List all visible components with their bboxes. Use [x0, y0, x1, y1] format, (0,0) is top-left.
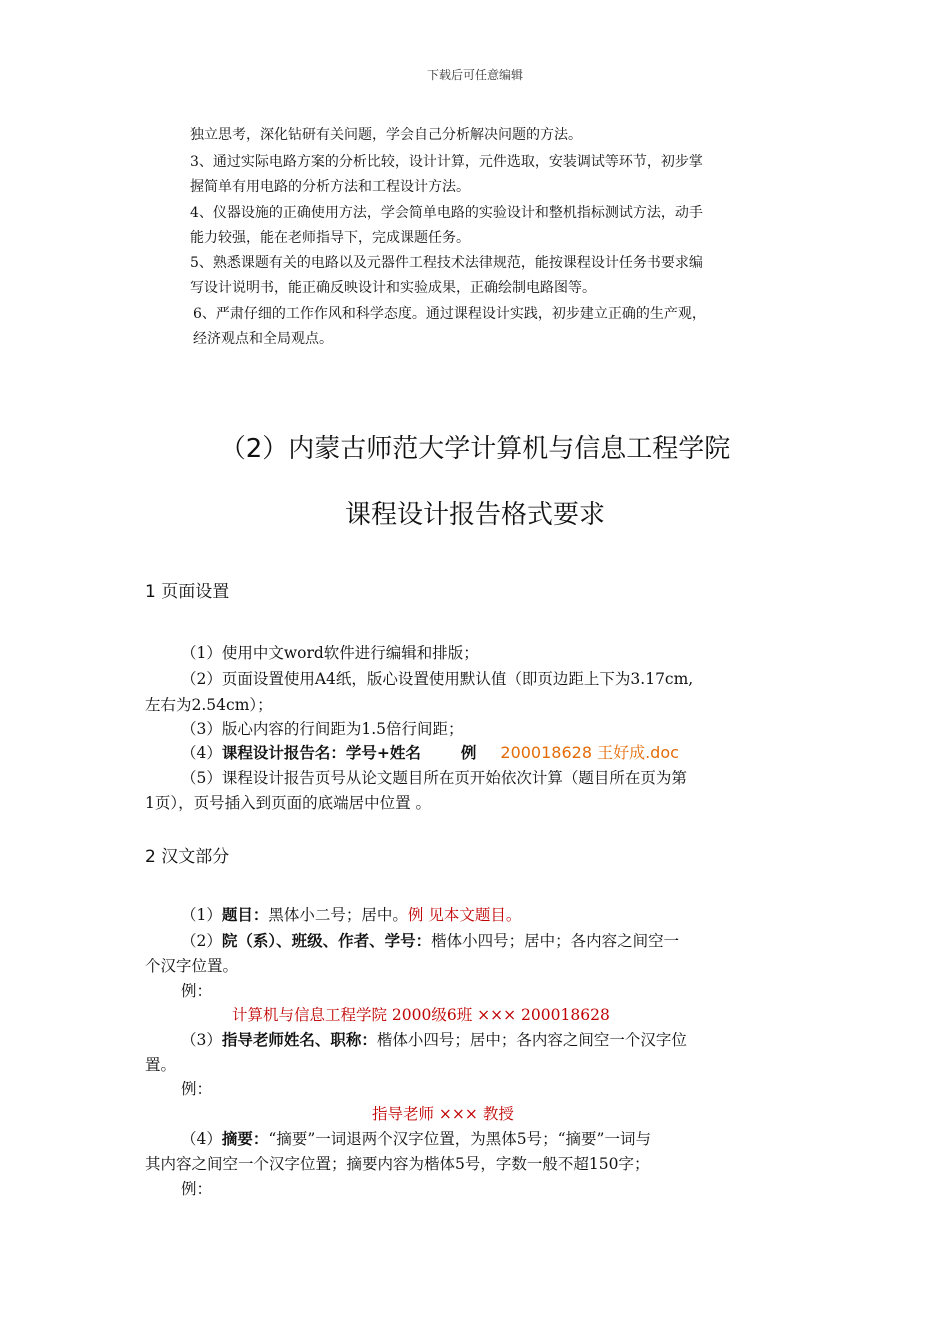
list-item-continued: 个汉字位置。 [145, 957, 239, 975]
intro-line: 能力较强，能在老师指导下，完成课题任务。 [190, 230, 470, 246]
intro-line: 5、熟悉课题有关的电路以及元器件工程技术法律规范，能按课程设计任务书要求编 [190, 255, 703, 271]
list-item-continued: 其内容之间空一个汉字位置；摘要内容为楷体5号，字数一般不超150字； [145, 1155, 650, 1173]
list-item: （1）使用中文word软件进行编辑和排版； [181, 644, 479, 662]
intro-line: 经济观点和全局观点。 [193, 331, 333, 347]
list-item [181, 1128, 651, 1150]
example-label: 例： [181, 1180, 213, 1198]
section-heading-page-setup: 1 页面设置 [145, 582, 230, 602]
page-subtitle: 课程设计报告格式要求 [344, 500, 605, 530]
bold-label: 摘要： [221, 1130, 269, 1148]
intro-line: 写设计说明书，能正确反映设计和实验成果，正确绘制电路图等。 [190, 280, 596, 296]
list-item: （3）版心内容的行间距为1.5倍行间距； [181, 720, 464, 738]
list-item [181, 742, 679, 764]
example-label: 例 [460, 744, 477, 762]
intro-line: 独立思考，深化钻研有关问题，学会自己分析解决问题的方法。 [190, 127, 582, 143]
red-example: 计算机与信息工程学院 2000级6班 ××× 200018628 [232, 1006, 610, 1024]
item-number: （4） [181, 1130, 222, 1148]
intro-line: 握简单有用电路的分析方法和工程设计方法。 [190, 179, 470, 195]
item-text: 楷体小四号；居中；各内容之间空一 [431, 932, 680, 950]
red-example: 指导老师 ××× 教授 [372, 1105, 514, 1123]
item-number: （2） [181, 932, 222, 950]
item-number: （1） [181, 906, 222, 924]
list-item-continued: 左右为2.54cm）； [145, 696, 273, 714]
item-number: （4） [181, 744, 222, 762]
bold-label: 指导老师姓名、职称： [221, 1031, 377, 1049]
item-text: 黑体小二号；居中。 [268, 906, 408, 924]
page-title: （2）内蒙古师范大学计算机与信息工程学院 [219, 434, 731, 464]
page-header: 下载后可任意编辑 [426, 68, 523, 82]
bold-label: 院（系）、班级、作者、学号： [221, 932, 432, 950]
list-item [181, 904, 521, 926]
list-item-continued: 1页），页号插入到页面的底端居中位置 。 [145, 794, 432, 812]
example-label: 例： [181, 982, 213, 1000]
list-item: （2）页面设置使用A4纸，版心设置使用默认值（即页边距上下为3.17cm, [181, 670, 694, 688]
example-filename: 200018628 王好成.doc [500, 743, 679, 762]
bold-label: 题目： [221, 906, 269, 924]
item-text: “摘要”一词退两个汉字位置，为黑体5号；“摘要”一词与 [268, 1130, 651, 1148]
intro-line: 4、仪器设施的正确使用方法，学会简单电路的实验设计和整机指标测试方法，动手 [190, 205, 703, 221]
red-example: 例 见本文题目。 [407, 906, 522, 924]
list-item [181, 1029, 687, 1051]
list-item: （5）课程设计报告页号从论文题目所在页开始依次计算（题目所在页为第 [181, 769, 687, 787]
section-heading-chinese-part: 2 汉文部分 [145, 847, 230, 867]
bold-label: 课程设计报告名：学号+姓名 [221, 744, 421, 762]
item-text: 楷体小四号；居中；各内容之间空一个汉字位 [376, 1031, 687, 1049]
intro-line: 6、严肃仔细的工作作风和科学态度。通过课程设计实践，初步建立正确的生产观， [193, 306, 706, 322]
list-item-continued: 置。 [145, 1056, 177, 1074]
intro-line: 3、通过实际电路方案的分析比较，设计计算，元件选取，安装调试等环节，初步掌 [190, 154, 703, 170]
list-item [181, 930, 679, 952]
example-label: 例： [181, 1080, 213, 1098]
item-number: （3） [181, 1031, 222, 1049]
